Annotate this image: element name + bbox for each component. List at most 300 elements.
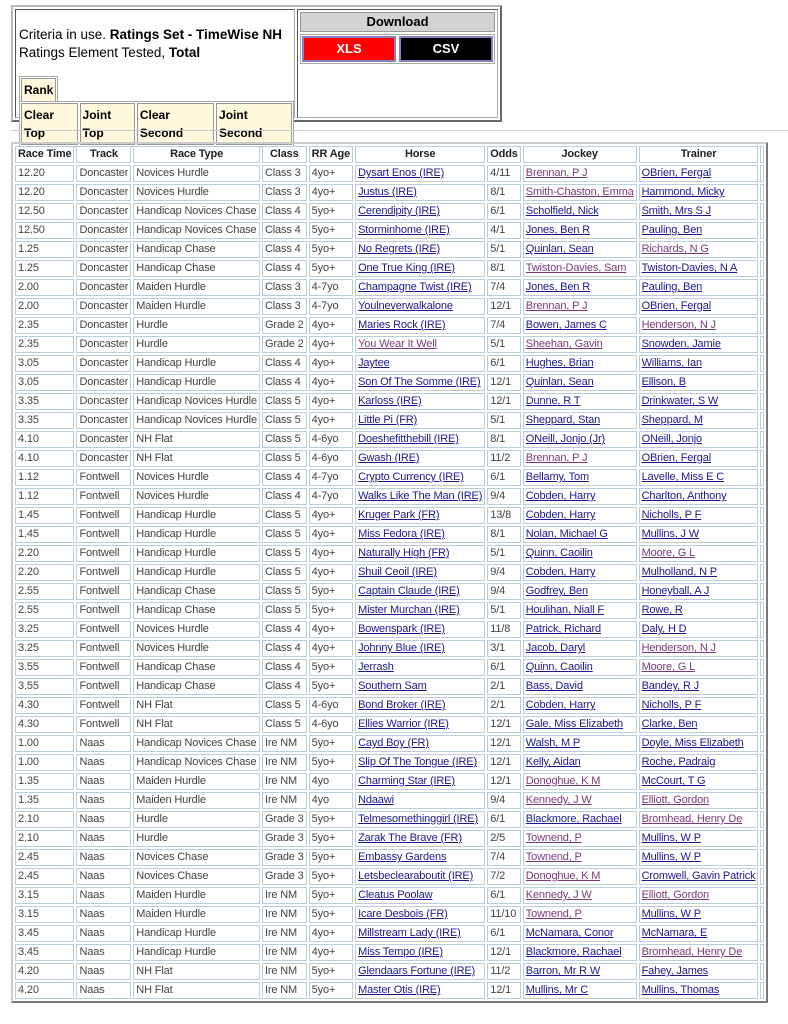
race-type-cell: Hurdle <box>133 336 260 353</box>
trainer-link[interactable]: Fahey, James <box>641 965 709 977</box>
class-cell: Class 5 <box>262 545 307 562</box>
odds-cell: 2/5 <box>487 830 521 847</box>
extra-cell <box>760 165 764 182</box>
race-type-cell: Handicap Chase <box>133 260 260 277</box>
odds-cell: 12/1 <box>487 374 521 391</box>
jockey-cell <box>523 640 637 657</box>
class-cell: Grade 3 <box>262 849 307 866</box>
track-cell: Naas <box>76 963 131 980</box>
jockey-cell <box>523 317 637 334</box>
trainer-link[interactable]: Williams, Ian <box>641 357 702 369</box>
jockey-link[interactable]: Mullins, Mr C <box>525 984 588 996</box>
horse-link[interactable]: Cerendipity (IRE) <box>358 205 440 217</box>
race-time-cell: 3.55 <box>15 659 74 676</box>
trainer-link[interactable]: ONeill, Jonjo <box>641 433 702 445</box>
horse-link[interactable]: Jerrash <box>358 661 394 673</box>
class-cell: Class 3 <box>262 184 307 201</box>
horse-link[interactable]: No Regrets (IRE) <box>358 243 441 255</box>
horse-link[interactable]: Youlneverwalkalone <box>358 300 453 312</box>
horse-link[interactable]: Little Pi (FR) <box>358 414 418 426</box>
extra-cell <box>760 697 764 714</box>
jockey-link[interactable]: Sheppard, Stan <box>525 414 601 426</box>
race-type-cell: NH Flat <box>133 431 260 448</box>
trainer-link[interactable]: Mullins, W P <box>641 851 701 863</box>
race-type-cell: Handicap Novices Chase <box>133 203 260 220</box>
track-cell: Fontwell <box>76 507 131 524</box>
horse-link[interactable]: Ellies Warrior (IRE) <box>358 718 449 730</box>
race-time-cell: 2.10 <box>15 830 74 847</box>
track-cell: Doncaster <box>76 298 131 315</box>
rr-age-cell: 4yo+ <box>309 640 353 657</box>
rr-age-cell: 5yo+ <box>309 678 353 695</box>
rr-age-cell: 5yo+ <box>309 260 353 277</box>
horse-cell <box>355 640 485 657</box>
horse-link[interactable]: Doeshefitthebill (IRE) <box>358 433 459 445</box>
jockey-link[interactable]: Cobden, Harry <box>525 509 596 521</box>
jockey-link[interactable]: Quinn, Caoilin <box>525 547 593 559</box>
horse-link[interactable]: Millstream Lady (IRE) <box>358 927 461 939</box>
horse-link[interactable]: Champagne Twist (IRE) <box>358 281 472 293</box>
horse-cell <box>355 317 485 334</box>
criteria-prefix: Criteria in use. <box>19 27 110 42</box>
odds-cell: 12/1 <box>487 754 521 771</box>
jockey-link[interactable]: Bellamy, Tom <box>525 471 589 483</box>
jockey-link[interactable]: Townend, P <box>525 832 582 844</box>
trainer-link[interactable]: Henderson, N J <box>641 642 716 654</box>
trainer-link[interactable]: Roche, Padraig <box>641 756 716 768</box>
jockey-link[interactable]: Quinlan, Sean <box>525 243 594 255</box>
race-time-cell: 12.20 <box>15 165 74 182</box>
odds-cell: 4/1 <box>487 222 521 239</box>
trainer-cell <box>639 659 759 676</box>
horse-link[interactable]: You Wear It Well <box>358 338 437 350</box>
clear-second-button[interactable]: Clear Second <box>137 103 214 145</box>
jockey-link[interactable]: Scholfield, Nick <box>525 205 599 217</box>
horse-link[interactable]: Southern Sam <box>358 680 427 692</box>
race-time-cell: 1.35 <box>15 773 74 790</box>
race-time-cell: 2.20 <box>15 545 74 562</box>
class-cell: Class 4 <box>262 241 307 258</box>
odds-cell: 12/1 <box>487 298 521 315</box>
table-row <box>15 887 764 904</box>
trainer-link[interactable]: Daly, H D <box>641 623 687 635</box>
extra-cell <box>760 507 764 524</box>
horse-cell <box>355 298 485 315</box>
horse-link[interactable]: Ndaawi <box>358 794 394 806</box>
race-time-cell: 12.20 <box>15 184 74 201</box>
jockey-link[interactable]: Gale, Miss Elizabeth <box>525 718 624 730</box>
horse-link[interactable]: Telmesomethinggirl (IRE) <box>358 813 478 825</box>
header-row <box>15 146 764 163</box>
table-row <box>15 716 764 733</box>
jockey-link[interactable]: Walsh, M P <box>525 737 581 749</box>
horse-link[interactable]: Gwash (IRE) <box>358 452 420 464</box>
jockey-cell <box>523 431 637 448</box>
jockey-cell <box>523 298 637 315</box>
rr-age-cell: 4yo+ <box>309 184 353 201</box>
extra-cell <box>760 849 764 866</box>
class-cell: Class 5 <box>262 697 307 714</box>
trainer-link[interactable]: Hammond, Micky <box>641 186 725 198</box>
horse-link[interactable]: Karloss (IRE) <box>358 395 422 407</box>
rr-age-cell: 4yo+ <box>309 374 353 391</box>
horse-cell <box>355 165 485 182</box>
horse-link[interactable]: Cleatus Poolaw <box>358 889 433 901</box>
trainer-link[interactable]: Henderson, N J <box>641 319 716 331</box>
race-type-cell: Maiden Hurdle <box>133 298 260 315</box>
jockey-link[interactable]: Nolan, Michael G <box>525 528 608 540</box>
trainer-link[interactable]: Lavelle, Miss E C <box>641 471 724 483</box>
trainer-cell <box>639 697 759 714</box>
trainer-link[interactable]: Ellison, B <box>641 376 686 388</box>
jockey-cell <box>523 602 637 619</box>
horse-cell <box>355 602 485 619</box>
trainer-cell <box>639 982 759 999</box>
trainer-link[interactable]: OBrien, Fergal <box>641 452 711 464</box>
trainer-link[interactable]: Moore, G L <box>641 661 696 673</box>
jockey-cell <box>523 393 637 410</box>
horse-link[interactable]: Captain Claude (IRE) <box>358 585 460 597</box>
jockey-link[interactable]: Quinlan, Sean <box>525 376 594 388</box>
jockey-link[interactable]: Blackmore, Rachael <box>525 946 622 958</box>
trainer-link[interactable]: McCourt, T G <box>641 775 706 787</box>
horse-link[interactable]: Slip Of The Tongue (IRE) <box>358 756 477 768</box>
trainer-cell <box>639 963 759 980</box>
horse-link[interactable]: Crypto Currency (IRE) <box>358 471 464 483</box>
jockey-link[interactable]: ONeill, Jonjo (Jr) <box>525 433 605 445</box>
jockey-link[interactable]: Townend, P <box>525 908 582 920</box>
trainer-link[interactable]: Clarke, Ben <box>641 718 698 730</box>
race-time-cell: 3.35 <box>15 412 74 429</box>
race-time-cell: 3.15 <box>15 906 74 923</box>
jockey-link[interactable]: Bowen, James C <box>525 319 607 331</box>
class-cell: Ire NM <box>262 925 307 942</box>
track-cell: Doncaster <box>76 431 131 448</box>
horse-link[interactable]: Son Of The Somme (IRE) <box>358 376 481 388</box>
jockey-cell <box>523 279 637 296</box>
odds-cell: 8/1 <box>487 260 521 277</box>
horse-link[interactable]: Walks Like The Man (IRE) <box>358 490 483 502</box>
odds-cell: 6/1 <box>487 203 521 220</box>
jockey-cell <box>523 792 637 809</box>
rr-age-cell: 5yo+ <box>309 754 353 771</box>
race-time-cell: 1.45 <box>15 526 74 543</box>
csv-download-button[interactable]: CSV <box>399 36 493 62</box>
class-cell: Ire NM <box>262 754 307 771</box>
horse-link[interactable]: Cayd Boy (FR) <box>358 737 429 749</box>
trainer-link[interactable]: Drinkwater, S W <box>641 395 719 407</box>
race-time-cell: 1.45 <box>15 507 74 524</box>
rr-age-cell: 5yo+ <box>309 887 353 904</box>
track-cell: Naas <box>76 811 131 828</box>
table-row <box>15 773 764 790</box>
track-cell: Naas <box>76 868 131 885</box>
jockey-cell <box>523 412 637 429</box>
class-cell: Class 5 <box>262 393 307 410</box>
table-row <box>15 450 764 467</box>
results-table <box>11 142 768 1003</box>
jockey-link[interactable]: Donoghue, K M <box>525 775 601 787</box>
clear-top-button[interactable]: Clear Top <box>21 103 78 145</box>
rr-age-cell: 4-6yo <box>309 697 353 714</box>
table-row <box>15 393 764 410</box>
jockey-link[interactable]: McNamara, Conor <box>525 927 614 939</box>
jockey-link[interactable]: Sheehan, Gavin <box>525 338 603 350</box>
race-type-cell: Handicap Chase <box>133 241 260 258</box>
class-cell: Ire NM <box>262 773 307 790</box>
trainer-link[interactable]: Cromwell, Gavin Patrick <box>641 870 756 882</box>
trainer-cell <box>639 545 759 562</box>
joint-second-button[interactable]: Joint Second <box>216 103 292 145</box>
trainer-link[interactable]: Pauling, Ben <box>641 281 703 293</box>
horse-link[interactable]: Dysart Enos (IRE) <box>358 167 445 179</box>
race-time-cell: 1.00 <box>15 735 74 752</box>
horse-link[interactable]: Letsbeclearaboutit (IRE) <box>358 870 474 882</box>
race-time-cell: 1.25 <box>15 260 74 277</box>
class-cell: Grade 3 <box>262 868 307 885</box>
trainer-link[interactable]: McNamara, E <box>641 927 708 939</box>
jockey-cell <box>523 773 637 790</box>
class-cell: Ire NM <box>262 963 307 980</box>
track-cell: Naas <box>76 792 131 809</box>
trainer-cell <box>639 925 759 942</box>
jockey-cell <box>523 488 637 505</box>
horse-cell <box>355 697 485 714</box>
horse-link[interactable]: Mister Murchan (IRE) <box>358 604 460 616</box>
extra-cell <box>760 944 764 961</box>
horse-link[interactable]: Icare Desbois (FR) <box>358 908 448 920</box>
jockey-link[interactable]: Barron, Mr R W <box>525 965 601 977</box>
jockey-link[interactable]: Donoghue, K M <box>525 870 601 882</box>
position-filter-group <box>19 101 294 147</box>
jockey-link[interactable]: Bass, David <box>525 680 583 692</box>
horse-link[interactable]: Justus (IRE) <box>358 186 417 198</box>
trainer-link[interactable]: Charlton, Anthony <box>641 490 727 502</box>
class-cell: Class 4 <box>262 260 307 277</box>
rr-age-cell: 4yo+ <box>309 564 353 581</box>
jockey-link[interactable]: Patrick, Richard <box>525 623 601 635</box>
rr-age-cell: 4yo+ <box>309 944 353 961</box>
horse-cell <box>355 944 485 961</box>
table-row <box>15 545 764 562</box>
ratings-set: Ratings Set - TimeWise NH <box>109 27 282 42</box>
horse-link[interactable]: Johnny Blue (IRE) <box>358 642 445 654</box>
class-cell: Class 5 <box>262 431 307 448</box>
odds-cell: 11/10 <box>487 906 521 923</box>
horse-cell <box>355 773 485 790</box>
jockey-link[interactable]: Quinn, Caoilin <box>525 661 593 673</box>
rr-age-cell: 4yo <box>309 773 353 790</box>
rr-age-cell: 4yo <box>309 792 353 809</box>
odds-cell: 12/1 <box>487 393 521 410</box>
jockey-link[interactable]: Jacob, Daryl <box>525 642 586 654</box>
race-type-cell: Handicap Hurdle <box>133 545 260 562</box>
table-row <box>15 469 764 486</box>
race-time-cell: 4.30 <box>15 716 74 733</box>
horse-link[interactable]: Bond Broker (IRE) <box>358 699 446 711</box>
race-type-cell: Hurdle <box>133 830 260 847</box>
trainer-link[interactable]: Moore, G L <box>641 547 696 559</box>
race-type-cell: Handicap Novices Hurdle <box>133 412 260 429</box>
column-header: Race Time <box>15 146 74 163</box>
horse-cell <box>355 355 485 372</box>
track-cell: Fontwell <box>76 659 131 676</box>
jockey-link[interactable]: Townend, P <box>525 851 582 863</box>
odds-cell: 12/1 <box>487 716 521 733</box>
trainer-link[interactable]: Bromhead, Henry De <box>641 946 743 958</box>
race-type-cell: NH Flat <box>133 716 260 733</box>
extra-cell <box>760 279 764 296</box>
rr-age-cell: 5yo+ <box>309 963 353 980</box>
jockey-cell <box>523 830 637 847</box>
trainer-link[interactable]: Mullins, W P <box>641 908 701 920</box>
rr-age-cell: 5yo+ <box>309 849 353 866</box>
jockey-cell <box>523 754 637 771</box>
horse-cell <box>355 526 485 543</box>
extra-cell <box>760 640 764 657</box>
table-row <box>15 849 764 866</box>
jockey-link[interactable]: Kennedy, J W <box>525 794 592 806</box>
horse-link[interactable]: Jaytee <box>358 357 390 369</box>
horse-cell <box>355 906 485 923</box>
race-time-cell: 1.35 <box>15 792 74 809</box>
trainer-link[interactable]: Bromhead, Henry De <box>641 813 743 825</box>
trainer-link[interactable]: Rowe, R <box>641 604 683 616</box>
jockey-cell <box>523 165 637 182</box>
jockey-link[interactable]: Blackmore, Rachael <box>525 813 622 825</box>
rr-age-cell: 5yo+ <box>309 830 353 847</box>
horse-link[interactable]: Charming Star (IRE) <box>358 775 455 787</box>
race-time-cell: 3.15 <box>15 887 74 904</box>
odds-cell: 9/4 <box>487 792 521 809</box>
jockey-link[interactable]: Dunne, R T <box>525 395 581 407</box>
horse-link[interactable]: Bowenspark (IRE) <box>358 623 445 635</box>
trainer-link[interactable]: Mullins, J W <box>641 528 700 540</box>
race-time-cell: 4.10 <box>15 450 74 467</box>
horse-cell <box>355 678 485 695</box>
jockey-link[interactable]: Jones, Ben R <box>525 281 591 293</box>
horse-link[interactable]: Shuil Ceoil (IRE) <box>358 566 437 578</box>
trainer-cell <box>639 450 759 467</box>
trainer-link[interactable]: Honeyball, A J <box>641 585 710 597</box>
horse-link[interactable]: One True King (IRE) <box>358 262 455 274</box>
track-cell: Naas <box>76 944 131 961</box>
extra-cell <box>760 526 764 543</box>
horse-link[interactable]: Master Otis (IRE) <box>358 984 441 996</box>
table-row <box>15 697 764 714</box>
race-type-cell: Novices Hurdle <box>133 488 260 505</box>
horse-cell <box>355 792 485 809</box>
trainer-link[interactable]: Pauling, Ben <box>641 224 703 236</box>
jockey-link[interactable]: Kelly, Aidan <box>525 756 581 768</box>
jockey-cell <box>523 697 637 714</box>
jockey-link[interactable]: Jones, Ben R <box>525 224 591 236</box>
horse-link[interactable]: Maries Rock (IRE) <box>358 319 446 331</box>
horse-link[interactable]: Glendaars Fortune (IRE) <box>358 965 476 977</box>
horse-link[interactable]: Storminhome (IRE) <box>358 224 450 236</box>
table-row <box>15 564 764 581</box>
jockey-cell <box>523 260 637 277</box>
horse-link[interactable]: Miss Fedora (IRE) <box>358 528 445 540</box>
trainer-link[interactable]: Mulholland, N P <box>641 566 717 578</box>
jockey-link[interactable]: Kennedy, J W <box>525 889 592 901</box>
jockey-link[interactable]: Brennan, P J <box>525 452 588 464</box>
race-type-cell: Novices Hurdle <box>133 184 260 201</box>
extra-cell <box>760 830 764 847</box>
race-time-cell: 12.50 <box>15 222 74 239</box>
odds-cell: 11/8 <box>487 621 521 638</box>
jockey-link[interactable]: Smith-Chaston, Emma <box>525 186 634 198</box>
table-row <box>15 678 764 695</box>
horse-cell <box>355 431 485 448</box>
xls-download-button[interactable]: XLS <box>302 36 396 62</box>
rr-age-cell: 5yo+ <box>309 735 353 752</box>
trainer-link[interactable]: Elliott, Gordon <box>641 794 710 806</box>
track-cell: Naas <box>76 773 131 790</box>
jockey-link[interactable]: Brennan, P J <box>525 300 588 312</box>
jockey-cell <box>523 374 637 391</box>
jockey-link[interactable]: Twiston-Davies, Sam <box>525 262 627 274</box>
jockey-link[interactable]: Cobden, Harry <box>525 566 596 578</box>
trainer-link[interactable]: Snowden, Jamie <box>641 338 721 350</box>
trainer-link[interactable]: Smith, Mrs S J <box>641 205 711 217</box>
trainer-link[interactable]: Nicholls, P F <box>641 699 702 711</box>
odds-cell: 11/2 <box>487 963 521 980</box>
trainer-link[interactable]: Elliott, Gordon <box>641 889 710 901</box>
horse-link[interactable]: Embassy Gardens <box>358 851 447 863</box>
table-row <box>15 507 764 524</box>
track-cell: Naas <box>76 925 131 942</box>
trainer-link[interactable]: OBrien, Fergal <box>641 167 711 179</box>
trainer-link[interactable]: OBrien, Fergal <box>641 300 711 312</box>
rank-button[interactable]: Rank <box>21 78 56 102</box>
trainer-cell <box>639 355 759 372</box>
trainer-link[interactable]: Mullins, Thomas <box>641 984 720 996</box>
trainer-link[interactable]: Doyle, Miss Elizabeth <box>641 737 744 749</box>
class-cell: Class 3 <box>262 298 307 315</box>
jockey-link[interactable]: Cobden, Harry <box>525 490 596 502</box>
trainer-link[interactable]: Richards, N G <box>641 243 709 255</box>
horse-link[interactable]: Kruger Park (FR) <box>358 509 440 521</box>
class-cell: Class 4 <box>262 621 307 638</box>
trainer-link[interactable]: Sheppard, M <box>641 414 703 426</box>
trainer-link[interactable]: Nicholls, P F <box>641 509 702 521</box>
extra-cell <box>760 317 764 334</box>
odds-cell: 5/1 <box>487 602 521 619</box>
jockey-link[interactable]: Brennan, P J <box>525 167 588 179</box>
race-type-cell: Novices Hurdle <box>133 165 260 182</box>
trainer-link[interactable]: Twiston-Davies, N A <box>641 262 738 274</box>
trainer-cell <box>639 412 759 429</box>
race-type-cell: Maiden Hurdle <box>133 279 260 296</box>
trainer-cell <box>639 773 759 790</box>
jockey-link[interactable]: Godfrey, Ben <box>525 585 588 597</box>
trainer-cell <box>639 754 759 771</box>
horse-link[interactable]: Zarak The Brave (FR) <box>358 832 462 844</box>
jockey-link[interactable]: Hughes, Brian <box>525 357 594 369</box>
jockey-link[interactable]: Houlihan, Niall F <box>525 604 604 616</box>
class-cell: Class 3 <box>262 165 307 182</box>
horse-link[interactable]: Naturally High (FR) <box>358 547 450 559</box>
trainer-link[interactable]: Mullins, W P <box>641 832 701 844</box>
track-cell: Naas <box>76 754 131 771</box>
track-cell: Doncaster <box>76 279 131 296</box>
horse-link[interactable]: Miss Tempo (IRE) <box>358 946 443 958</box>
track-cell: Doncaster <box>76 165 131 182</box>
joint-top-button[interactable]: Joint Top <box>80 103 135 145</box>
jockey-link[interactable]: Cobden, Harry <box>525 699 596 711</box>
trainer-link[interactable]: Bandey, R J <box>641 680 700 692</box>
